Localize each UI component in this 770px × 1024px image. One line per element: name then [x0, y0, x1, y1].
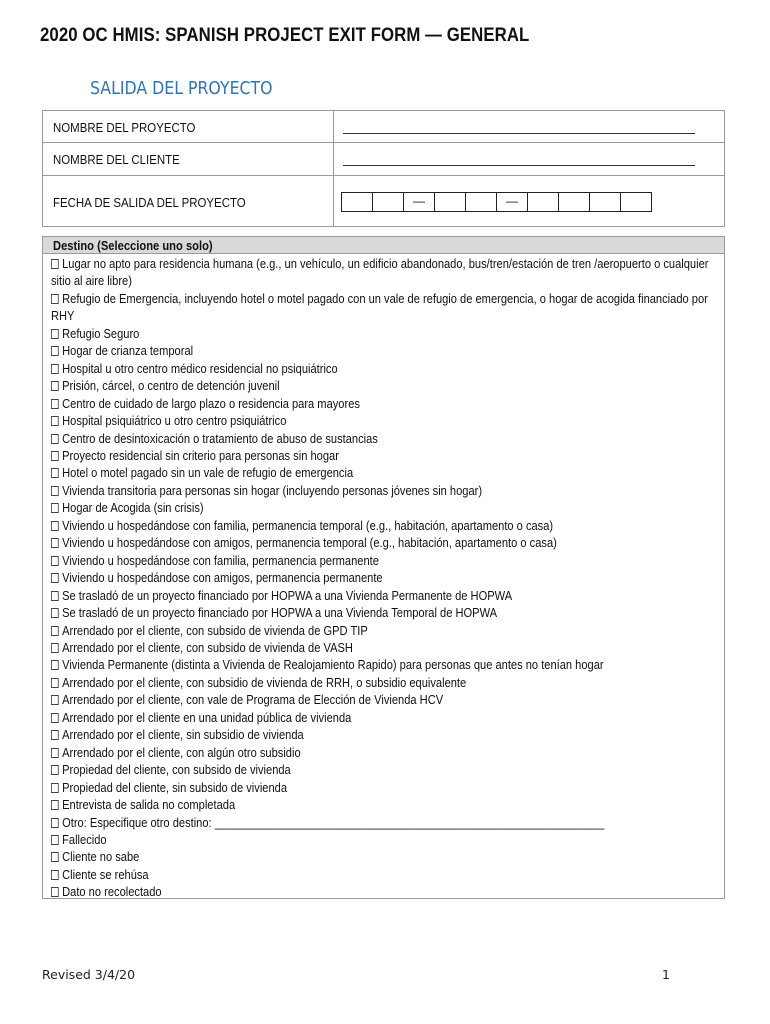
checkbox-icon[interactable] [51, 660, 59, 670]
destination-option[interactable] [51, 464, 718, 481]
destination-options-list [51, 255, 718, 901]
checkbox-icon[interactable] [51, 765, 59, 775]
destination-option[interactable] [51, 691, 718, 708]
checkbox-icon[interactable] [51, 852, 59, 862]
destination-option-label: Centro de cuidado de largo plazo o residencia para mayores [62, 395, 360, 411]
checkbox-icon[interactable] [51, 329, 59, 339]
destination-option-label: Viviendo u hospedándose con familia, permanencia permanente [62, 552, 379, 568]
checkbox-icon[interactable] [51, 346, 59, 356]
destination-option[interactable] [51, 482, 718, 499]
date-box[interactable] [372, 192, 404, 212]
date-separator: — [496, 192, 528, 212]
destination-option-label: Refugio de Emergencia, incluyendo hotel o motel pagado con un vale de refugio de emergencia, o hogar de acogida financiado por RHY [51, 290, 708, 324]
revision-date: Revised 3/4/20 [42, 967, 136, 982]
destination-option-label: Vivienda transitoria para personas sin hogar (incluyendo personas jóvenes sin hogar) [62, 482, 483, 498]
checkbox-icon[interactable] [51, 468, 59, 478]
page-number: 1 [662, 967, 670, 982]
client-name-label: NOMBRE DEL CLIENTE [53, 152, 180, 167]
destination-option-label: Se trasladó de un proyecto financiado por HOPWA a una Vivienda Permanente de HOPWA [62, 587, 513, 603]
destination-option[interactable] [51, 360, 718, 377]
destination-header-label: Destino (Seleccione uno solo) [53, 238, 213, 253]
section-heading: SALIDA DEL PROYECTO [90, 79, 273, 99]
checkbox-icon[interactable] [51, 870, 59, 880]
destination-option-label: Propiedad del cliente, con subsido de vivienda [62, 762, 291, 778]
destination-option[interactable] [51, 779, 718, 796]
destination-option[interactable] [51, 726, 718, 743]
destination-option[interactable] [51, 377, 718, 394]
date-box[interactable] [434, 192, 466, 212]
checkbox-icon[interactable] [51, 556, 59, 566]
checkbox-icon[interactable] [51, 486, 59, 496]
checkbox-icon[interactable] [51, 591, 59, 601]
checkbox-icon[interactable] [51, 713, 59, 723]
exit-date-label: FECHA DE SALIDA DEL PROYECTO [53, 195, 246, 210]
destination-option-label: Cliente no sabe [62, 849, 140, 865]
destination-option-label: Arrendado por el cliente, con subsido de vivienda de VASH [62, 639, 353, 655]
destination-option[interactable] [51, 569, 718, 586]
date-box[interactable] [589, 192, 621, 212]
destination-option[interactable] [51, 499, 718, 516]
destination-option[interactable] [51, 395, 718, 412]
destination-section [42, 236, 725, 899]
destination-option-label: Fallecido [62, 831, 107, 847]
destination-option[interactable] [51, 587, 718, 604]
checkbox-icon[interactable] [51, 695, 59, 705]
destination-option-label: Hotel o motel pagado sin un vale de refugio de emergencia [62, 465, 354, 481]
checkbox-icon[interactable] [51, 783, 59, 793]
destination-option[interactable] [51, 883, 718, 900]
date-box[interactable] [620, 192, 652, 212]
checkbox-icon[interactable] [51, 626, 59, 636]
project-info-table [42, 110, 725, 227]
destination-option[interactable] [51, 622, 718, 639]
destination-option[interactable] [51, 761, 718, 778]
destination-option[interactable] [51, 848, 718, 865]
checkbox-icon[interactable] [51, 800, 59, 810]
checkbox-icon[interactable] [51, 451, 59, 461]
destination-option-label: Arrendado por el cliente, con subsidio de vivienda de RRH, o subsidio equivalente [62, 674, 467, 690]
destination-option-label: Prisión, cárcel, o centro de detención juvenil [62, 378, 280, 394]
destination-option[interactable] [51, 517, 718, 534]
destination-option[interactable] [51, 325, 718, 342]
checkbox-icon[interactable] [51, 643, 59, 653]
destination-header [43, 237, 724, 254]
checkbox-icon[interactable] [51, 416, 59, 426]
destination-option-label: Arrendado por el cliente, sin subsidio de vivienda [62, 727, 304, 743]
destination-option-label: Arrendado por el cliente, con subsido de vivienda de GPD TIP [62, 622, 368, 638]
destination-option-label: Arrendado por el cliente, con vale de Programa de Elección de Vivienda HCV [62, 692, 444, 708]
destination-option-label: Centro de desintoxicación o tratamiento de abuso de sustancias [62, 430, 378, 446]
destination-option[interactable] [51, 552, 718, 569]
destination-option-label: Entrevista de salida no completada [62, 797, 236, 813]
destination-option-label: Propiedad del cliente, sin subsido de vivienda [62, 779, 288, 795]
date-box[interactable] [558, 192, 590, 212]
checkbox-icon[interactable] [51, 538, 59, 548]
destination-option[interactable] [51, 709, 718, 726]
project-name-field[interactable] [343, 133, 695, 134]
checkbox-icon[interactable] [51, 608, 59, 618]
checkbox-icon[interactable] [51, 818, 59, 828]
destination-option-label: Refugio Seguro [62, 325, 140, 341]
page-title: 2020 OC HMIS: SPANISH PROJECT EXIT FORM — GENERAL [40, 24, 530, 46]
exit-date-field[interactable] [341, 192, 651, 212]
checkbox-icon[interactable] [51, 748, 59, 758]
checkbox-icon[interactable] [51, 521, 59, 531]
destination-option-label: Viviendo u hospedándose con amigos, permanencia temporal (e.g., habitación, apartamento o casa) [62, 535, 557, 551]
destination-option[interactable] [51, 412, 718, 429]
checkbox-icon[interactable] [51, 364, 59, 374]
destination-option[interactable] [51, 656, 718, 673]
project-name-label: NOMBRE DEL PROYECTO [53, 120, 196, 135]
destination-option-label: Otro: Especifique otro destino: _______________________________________________________________ [62, 814, 605, 830]
destination-option-label: Hospital u otro centro médico residencial no psiquiátrico [62, 360, 338, 376]
checkbox-icon[interactable] [51, 381, 59, 391]
destination-option[interactable] [51, 796, 718, 813]
client-name-row [43, 143, 724, 176]
destination-option[interactable] [51, 744, 718, 761]
destination-option-label: Vivienda Permanente (distinta a Vivienda de Realojamiento Rapido) para personas que antes no tenían hogar [62, 657, 604, 673]
destination-option-label: Viviendo u hospedándose con amigos, permanencia permanente [62, 570, 383, 586]
date-box[interactable] [527, 192, 559, 212]
destination-option[interactable] [51, 290, 714, 325]
checkbox-icon[interactable] [51, 835, 59, 845]
client-name-field[interactable] [343, 165, 695, 166]
checkbox-icon[interactable] [51, 573, 59, 583]
destination-option-label: Dato no recolectado [62, 884, 162, 900]
destination-option[interactable] [51, 430, 718, 447]
checkbox-icon[interactable] [51, 678, 59, 688]
destination-option[interactable] [51, 866, 718, 883]
checkbox-icon[interactable] [51, 887, 59, 897]
destination-option-label: Arrendado por el cliente en una unidad pública de vivienda [62, 709, 352, 725]
checkbox-icon[interactable] [51, 259, 59, 269]
checkbox-icon[interactable] [51, 294, 59, 304]
destination-option-label: Se trasladó de un proyecto financiado por HOPWA a una Vivienda Temporal de HOPWA [62, 605, 498, 621]
checkbox-icon[interactable] [51, 730, 59, 740]
destination-option-label: Lugar no apto para residencia humana (e.g., un vehículo, un edificio abandonado, bus/tren/estación de tren /aeropuerto o cualquier sitio al aire libre) [51, 256, 709, 289]
destination-option[interactable] [51, 534, 718, 551]
destination-option[interactable] [51, 255, 714, 290]
destination-option[interactable] [51, 447, 718, 464]
destination-option[interactable] [51, 831, 718, 848]
date-box[interactable] [341, 192, 373, 212]
destination-option[interactable] [51, 639, 718, 656]
checkbox-icon[interactable] [51, 399, 59, 409]
destination-option[interactable] [51, 674, 718, 691]
destination-option-label: Viviendo u hospedándose con familia, permanencia temporal (e.g., habitación, apartamento o casa) [62, 517, 554, 533]
date-separator: — [403, 192, 435, 212]
date-box[interactable] [465, 192, 497, 212]
destination-option[interactable] [51, 604, 718, 621]
destination-option-label: Hospital psiquiátrico u otro centro psiquiátrico [62, 413, 287, 429]
destination-option-label: Hogar de crianza temporal [62, 343, 194, 359]
destination-option-label: Hogar de Acogida (sin crisis) [62, 500, 204, 516]
destination-option-label: Cliente se rehúsa [62, 866, 149, 882]
destination-option-label: Proyecto residencial sin criterio para personas sin hogar [62, 447, 339, 463]
checkbox-icon[interactable] [51, 434, 59, 444]
checkbox-icon[interactable] [51, 503, 59, 513]
destination-option[interactable] [51, 342, 718, 359]
destination-option[interactable] [51, 814, 718, 831]
destination-option-label: Arrendado por el cliente, con algún otro subsidio [62, 744, 301, 760]
project-name-row [43, 111, 724, 143]
